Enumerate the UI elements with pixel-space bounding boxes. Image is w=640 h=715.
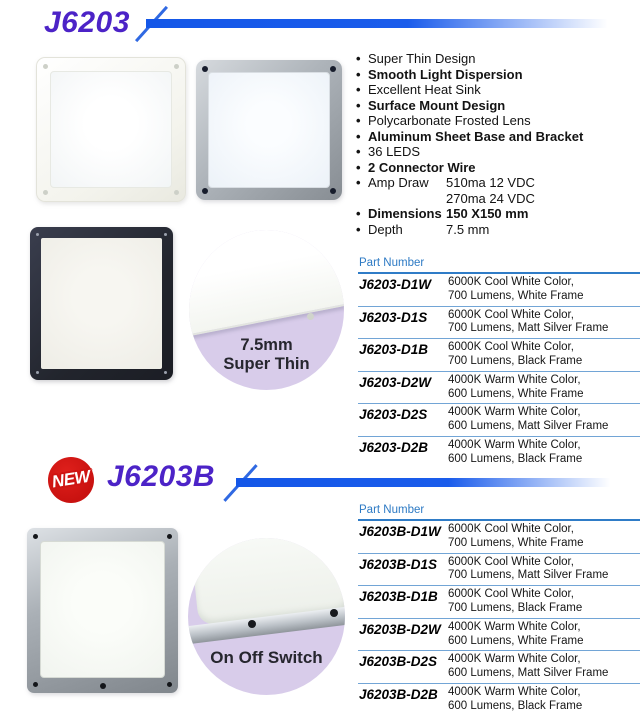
- part-number: J6203-D2S: [359, 407, 428, 423]
- part-description: 4000K Warm White Color, 600 Lumens, Matt Silver Frame: [448, 406, 609, 433]
- corner-screw-icon: [330, 66, 336, 72]
- part-number: J6203-D1B: [359, 342, 429, 358]
- feature-item: • Super Thin Design: [356, 51, 476, 66]
- table-row: [358, 371, 640, 404]
- part-number: J6203B-D1B: [359, 589, 438, 605]
- feature-item: • Smooth Light Dispersion: [356, 66, 523, 82]
- table-header: Part Number: [358, 504, 640, 521]
- corner-screw-icon: [202, 188, 208, 194]
- table-row: [358, 274, 640, 306]
- feature-item: • Aluminum Sheet Base and Bracket: [356, 128, 584, 144]
- panel-lens: [208, 72, 330, 188]
- on-off-switch-icon: [100, 683, 106, 689]
- part-number: J6203B-D2S: [359, 654, 438, 670]
- table-row: [358, 618, 640, 651]
- part-description: 6000K Cool White Color, 700 Lumens, Black Frame: [448, 588, 583, 614]
- part-description: 6000K Cool White Color, 700 Lumens, Matt Silver Frame: [448, 555, 609, 582]
- part-number-table-j6203: [358, 257, 640, 469]
- part-number: J6203B-D2W: [359, 621, 441, 637]
- corner-screw-icon: [167, 682, 172, 687]
- bullet-icon: •: [356, 82, 361, 97]
- bullet-icon: •: [356, 66, 361, 82]
- corner-screw-icon: [36, 233, 39, 236]
- feature-item: • Surface Mount Design: [356, 97, 506, 113]
- bullet-icon: •: [356, 128, 361, 144]
- corner-screw-icon: [202, 66, 208, 72]
- part-description: 4000K Warm White Color, 600 Lumens, White Frame: [448, 373, 584, 400]
- part-description: 6000K Cool White Color, 700 Lumens, Matt Silver Frame: [448, 308, 609, 335]
- part-number: J6203B-D1S: [359, 556, 438, 572]
- part-number: J6203-D1S: [359, 309, 428, 325]
- table-row: [358, 585, 640, 618]
- on-off-switch-callout: [188, 538, 345, 695]
- corner-screw-icon: [167, 534, 172, 539]
- part-number-table-j6203b: [358, 504, 640, 715]
- part-description: 4000K Warm White Color, 600 Lumens, White Frame: [448, 620, 584, 647]
- corner-screw-icon: [164, 371, 167, 374]
- screw-icon: [330, 609, 338, 617]
- part-number: J6203-D2B: [359, 439, 429, 455]
- panel-photo-silver-frame-switch: [27, 528, 178, 693]
- table-row: [358, 436, 640, 469]
- feature-item: • Excellent Heat Sink: [356, 82, 481, 97]
- table-row: [358, 403, 640, 436]
- part-description: 4000K Warm White Color, 600 Lumens, Black Frame: [448, 685, 583, 712]
- corner-screw-icon: [33, 682, 38, 687]
- table-row: [358, 338, 640, 371]
- new-badge: NEW: [48, 457, 94, 503]
- part-number: J6203-D1W: [359, 277, 432, 292]
- table-row: [358, 683, 640, 715]
- bullet-icon: •: [356, 159, 361, 175]
- part-number: J6203B-D1W: [359, 524, 441, 539]
- table-row: [358, 521, 640, 553]
- bullet-icon: •: [356, 51, 361, 66]
- part-description: 6000K Cool White Color, 700 Lumens, White Frame: [448, 523, 584, 549]
- panel-lens: [50, 71, 172, 188]
- panel-photo-silver-frame: [196, 60, 342, 200]
- panel-lens: [40, 541, 165, 678]
- bullet-icon: •: [356, 144, 361, 159]
- feature-item: • 2 Connector Wire: [356, 159, 476, 175]
- part-number: J6203B-D2B: [359, 686, 438, 702]
- table-row: [358, 553, 640, 586]
- table-row: [358, 306, 640, 339]
- part-description: 4000K Warm White Color, 600 Lumens, Black Frame: [448, 438, 583, 465]
- corner-screw-icon: [33, 534, 38, 539]
- panel-edge-closeup: [189, 230, 344, 338]
- corner-screw-icon: [174, 64, 179, 69]
- section1-title: J6203: [44, 6, 130, 39]
- table-row: [358, 650, 640, 683]
- bullet-icon: •: [356, 206, 361, 221]
- corner-screw-icon: [164, 233, 167, 236]
- on-off-switch-icon: [248, 620, 256, 628]
- part-description: 6000K Cool White Color, 700 Lumens, Black Frame: [448, 341, 583, 367]
- part-description: 4000K Warm White Color, 600 Lumens, Matt Silver Frame: [448, 653, 609, 680]
- corner-screw-icon: [43, 190, 48, 195]
- feature-item-dimensions: • Dimensions 150 X150 mm: [356, 206, 529, 221]
- corner-screw-icon: [36, 371, 39, 374]
- table-header: Part Number: [358, 257, 640, 274]
- feature-item: • Polycarbonate Frosted Lens: [356, 113, 531, 128]
- super-thin-callout: [189, 230, 344, 390]
- feature-item-depth: • Depth 7.5 mm: [356, 221, 490, 237]
- panel-photo-black-frame: [30, 227, 173, 380]
- corner-screw-icon: [174, 190, 179, 195]
- corner-screw-icon: [43, 64, 48, 69]
- title-rule-decoration: [236, 478, 622, 487]
- on-off-switch-label: On Off Switch: [210, 648, 323, 667]
- part-number: J6203-D2W: [359, 374, 432, 390]
- bullet-icon: •: [356, 175, 361, 190]
- super-thin-label: 7.5mm Super Thin: [223, 336, 310, 373]
- part-description: 6000K Cool White Color, 700 Lumens, White Frame: [448, 276, 584, 302]
- panel-photo-white-frame: [36, 57, 186, 202]
- feature-item: • 36 LEDS: [356, 144, 421, 159]
- section2-title: J6203B: [107, 460, 216, 493]
- bullet-icon: •: [356, 221, 361, 237]
- feature-item-amp-draw: • Amp Draw 510ma 12 VDC: [356, 175, 535, 190]
- feature-list: [356, 51, 640, 237]
- screw-icon: [307, 313, 314, 320]
- feature-item-amp-draw-cont: 270ma 24 VDC: [446, 190, 535, 206]
- title-rule-decoration: [146, 19, 622, 28]
- bullet-icon: •: [356, 113, 361, 128]
- panel-lens: [41, 238, 162, 369]
- corner-screw-icon: [330, 188, 336, 194]
- bullet-icon: •: [356, 97, 361, 113]
